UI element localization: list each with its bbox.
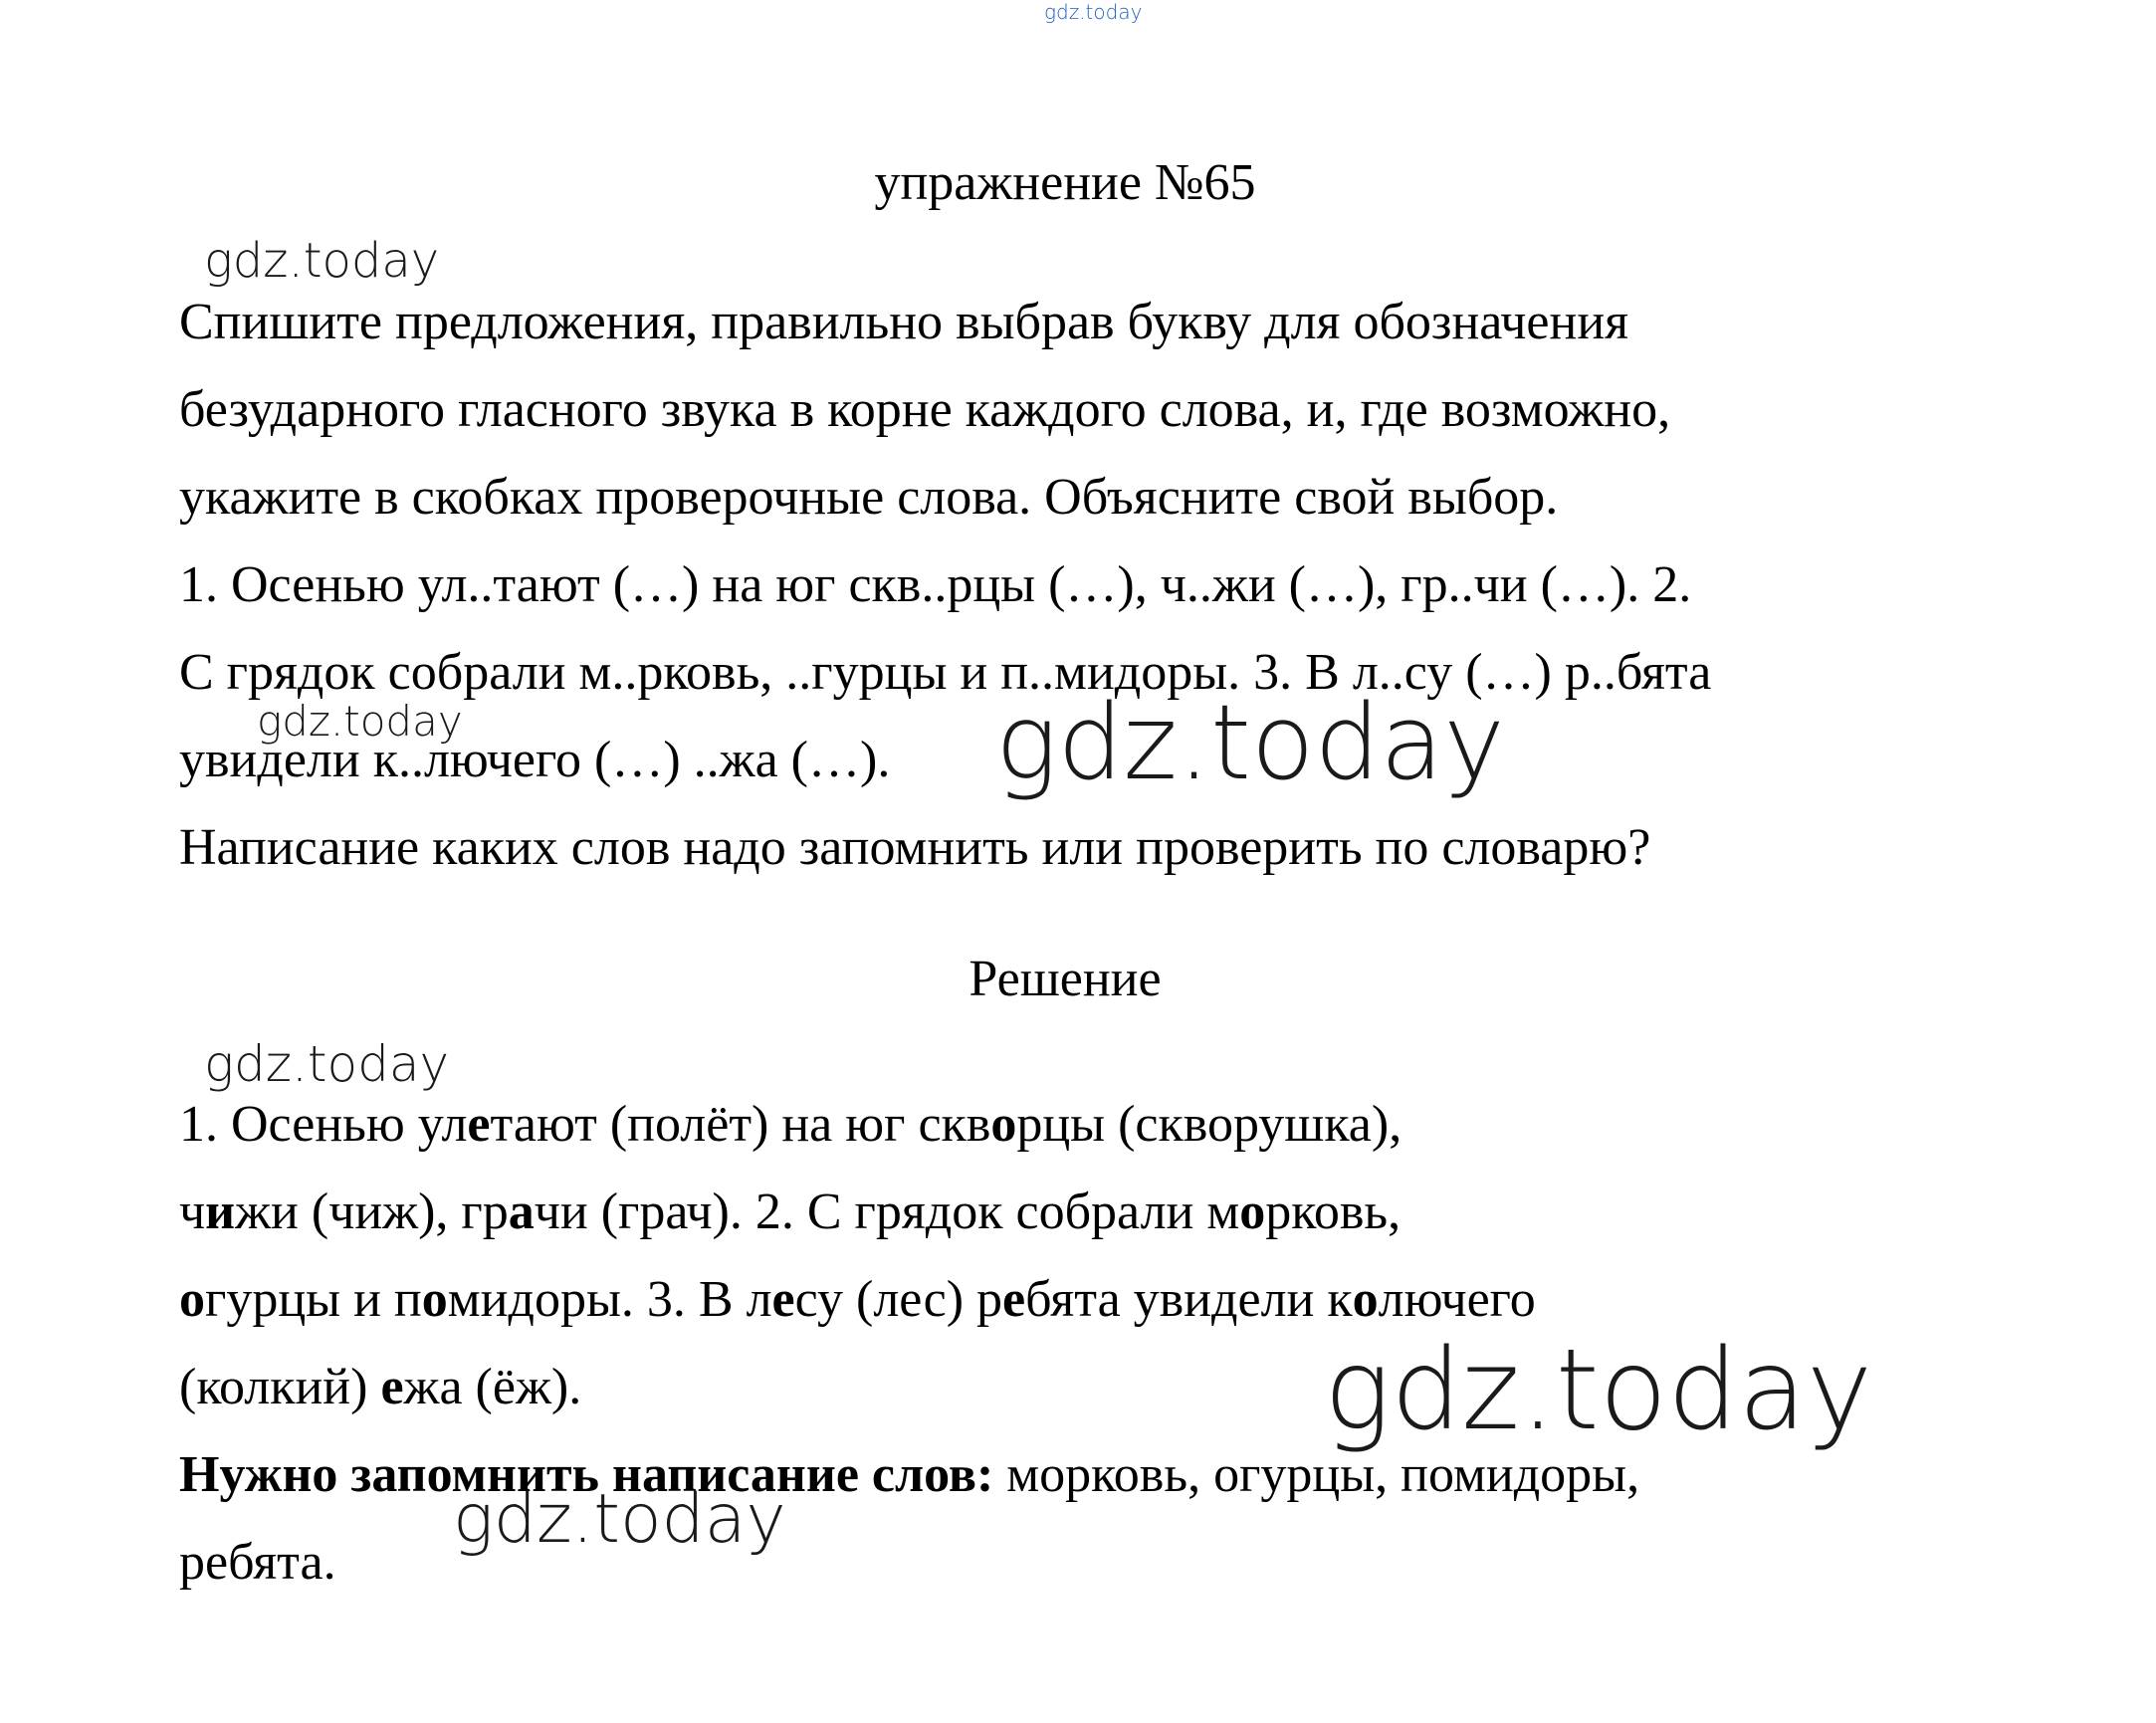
solution-text: су (лес) р: [794, 1271, 1003, 1328]
solution-text: (колкий): [179, 1359, 381, 1415]
task-line-4: 1. Осенью ул..тают (…) на юг скв..рцы (…), ч..жи (…), гр..чи (…). 2.: [179, 556, 1692, 613]
watermark-text: gdz.today: [257, 697, 463, 746]
solution-text: жи (чиж), гр: [235, 1184, 509, 1240]
solution-line-4: [179, 1359, 582, 1415]
watermark-text: gdz.today: [204, 1035, 450, 1093]
solution-line-6: ребята.: [179, 1534, 336, 1591]
solution-text: ч: [179, 1184, 206, 1240]
solution-line-2: [179, 1186, 1401, 1238]
solution-text: жа (ёж).: [403, 1359, 582, 1415]
highlighted-vowel: о: [179, 1271, 205, 1328]
task-line-6: увидели к..лючего (…) ..жа (…).: [179, 732, 891, 788]
highlighted-vowel: е: [1002, 1271, 1026, 1328]
exercise-title: упражнение №65: [874, 154, 1256, 211]
highlighted-vowel: о: [990, 1096, 1017, 1153]
solution-text: лючего: [1378, 1271, 1536, 1328]
solution-text: чи (грач). 2. С грядок собрали м: [534, 1184, 1240, 1240]
watermark-text: gdz.today: [995, 682, 1505, 803]
solution-text: рковь,: [1265, 1184, 1401, 1240]
watermark-text: gdz.today: [204, 233, 440, 289]
task-line-5: С грядок собрали м..рковь, ..гурцы и п..мидоры. 3. В л..су (…) р..бята: [179, 644, 1712, 701]
highlighted-vowel: е: [467, 1096, 491, 1153]
solution-line-3: [179, 1271, 1536, 1328]
watermark-text: gdz.today: [1324, 1326, 1873, 1455]
solution-text: бята увидели к: [1025, 1271, 1353, 1328]
solution-text: тают (полёт) на юг скв: [490, 1096, 991, 1153]
watermark-top: gdz.today: [1044, 0, 1143, 24]
solution-heading: Решение: [969, 951, 1162, 1007]
solution-text: гурцы и п: [205, 1271, 422, 1328]
highlighted-vowel: и: [205, 1184, 236, 1240]
solution-line-5: [179, 1446, 1640, 1503]
task-line-3: укажите в скобках проверочные слова. Объясните свой выбор.: [179, 469, 1559, 526]
solution-line-1: [179, 1096, 1402, 1153]
memorize-words: морковь, огурцы, помидоры,: [993, 1446, 1640, 1503]
highlighted-vowel: е: [771, 1271, 795, 1328]
memorize-label: Нужно запомнить написание слов:: [179, 1446, 994, 1503]
watermark-text: gdz.today: [453, 1480, 786, 1559]
solution-text: рцы (скворушка),: [1016, 1096, 1402, 1153]
task-line-1: Спишите предложения, правильно выбрав букву для обозначения: [179, 294, 1629, 350]
highlighted-vowel: а: [508, 1184, 535, 1240]
highlighted-vowel: о: [1352, 1271, 1379, 1328]
highlighted-vowel: е: [380, 1359, 404, 1415]
solution-text: мидоры. 3. В л: [447, 1271, 772, 1328]
solution-text: 1. Осенью ул: [179, 1096, 468, 1153]
task-line-2: безударного гласного звука в корне каждого слова, и, где возможно,: [179, 381, 1671, 438]
highlighted-vowel: о: [1239, 1184, 1266, 1240]
highlighted-vowel: о: [421, 1271, 448, 1328]
task-question: Написание каких слов надо запомнить или проверить по словарю?: [179, 819, 1651, 876]
